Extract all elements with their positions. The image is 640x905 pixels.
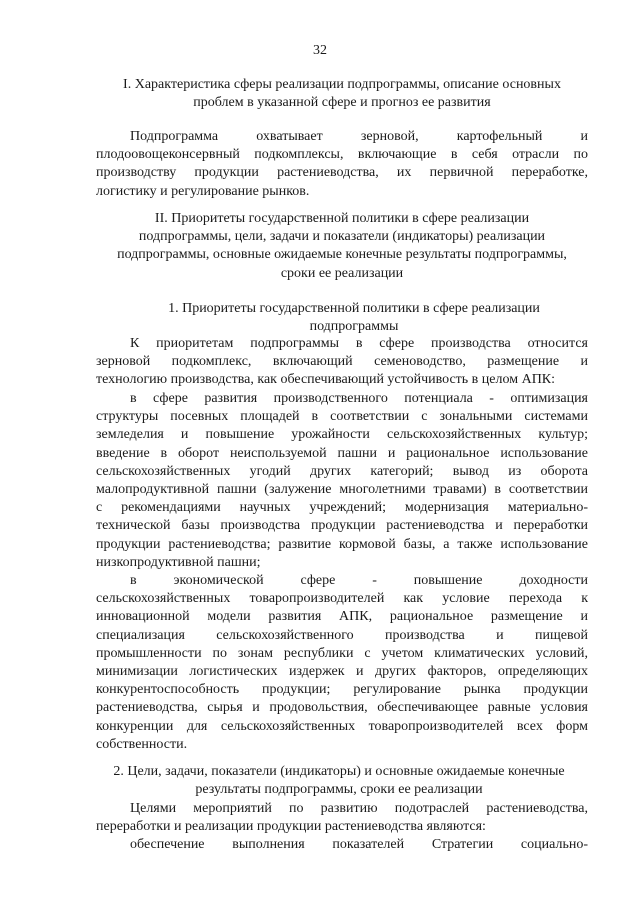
heading-line: подпрограммы xyxy=(309,319,399,335)
text-line: структуры посевных площадей в соответствии с зональными системами xyxy=(96,409,588,425)
heading-line: 2. Цели, задачи, показатели (индикаторы) и основные ожидаемые конечные xyxy=(113,764,565,779)
section2-heading xyxy=(96,210,588,283)
text-line: сельскохозяйственных товаропроизводителей как условие перехода к xyxy=(96,591,588,607)
text-line: с рекомендациями научных учреждений; модернизация материально- xyxy=(96,500,588,516)
text-line: промышленности по зонам республики с учетом климатических условий, xyxy=(96,645,588,661)
text-line: растениеводства, сырья и продовольствия, обеспечивающее равные условия xyxy=(96,700,588,716)
text-line: переработки и реализации продукции растениеводства являются: xyxy=(96,819,486,835)
text-line: технологию производства, как обеспечивающий устойчивость в целом АПК: xyxy=(96,372,556,388)
text-line: продукции растениеводства; развитие кормовой базы, а также использование xyxy=(96,536,588,552)
text-line: К приоритетам подпрограммы в сфере производства относится xyxy=(130,336,588,351)
text-line: собственности. xyxy=(96,736,188,752)
subsection1-heading xyxy=(120,300,588,336)
text-line: конкуренции для сельскохозяйственных товаропроизводителей всех форм xyxy=(96,718,588,734)
text-line: обеспечение выполнения показателей Стратегии социально- xyxy=(130,837,588,853)
text-line: Подпрограмма охватывает зерновой, картофельный и xyxy=(130,129,588,144)
heading-line: подпрограммы, цели, задачи и показатели (индикаторы) реализации xyxy=(138,229,546,245)
heading-line: результаты подпрограммы, сроки ее реализации xyxy=(195,782,483,798)
heading-line: 1. Приоритеты государственной политики в сфере реализации xyxy=(168,301,540,316)
heading-line: подпрограммы, основные ожидаемые конечные результаты подпрограммы, xyxy=(117,247,567,263)
text-line: конкурентоспособность продукции; регулирование рынка продукции xyxy=(96,682,588,698)
page-number: 32 xyxy=(313,43,327,58)
priority-item-production xyxy=(96,390,588,572)
section1-heading xyxy=(96,76,588,112)
subsection2-heading xyxy=(84,763,594,799)
text-line: инновационной модели развития АПК, рациональное размещение и xyxy=(96,609,588,625)
text-line: сельскохозяйственных угодий других категорий; вывод из оборота xyxy=(96,463,588,479)
subsection2-text xyxy=(96,800,588,855)
text-line: логистику и регулирование рынков. xyxy=(96,183,310,199)
heading-line: проблем в указанной сфере и прогноз ее развития xyxy=(193,95,491,111)
text-line: введение в оборот неиспользуемой пашни и рациональное использование xyxy=(96,445,588,461)
text-line: производству продукции растениеводства, их первичной переработке, xyxy=(96,165,588,181)
text-line: Целями мероприятий по развитию подотраслей растениеводства, xyxy=(130,801,588,816)
text-line: земледелия и повышение урожайности сельскохозяйственных культур; xyxy=(96,427,588,443)
subsection1-intro xyxy=(96,335,588,390)
priority-item-economic xyxy=(96,572,588,754)
heading-line: сроки ее реализации xyxy=(280,265,404,281)
heading-line: II. Приоритеты государственной политики в сфере реализации xyxy=(154,211,530,226)
text-line: технической базы производства продукции растениеводства и переработки xyxy=(96,518,588,534)
text-line: плодоовощеконсервный подкомплексы, включающие в себя отрасли по xyxy=(96,147,588,163)
text-line: в экономической сфере - повышение доходности xyxy=(130,573,588,588)
text-line: специализация сельскохозяйственного производства и пищевой xyxy=(96,627,588,643)
text-line: низкопродуктивной пашни; xyxy=(96,554,261,570)
section1-paragraph xyxy=(96,128,588,201)
text-line: малопродуктивной пашни (залужение многолетними травами) в соответствии xyxy=(96,482,588,498)
heading-line: I. Характеристика сферы реализации подпрограммы, описание основных xyxy=(123,77,561,92)
text-line: в сфере развития производственного потенциала - оптимизация xyxy=(130,391,588,406)
text-line: зерновой подкомплекс, включающий семеноводство, размещение и xyxy=(96,354,588,370)
text-line: минимизации логистических издержек и других факторов, определяющих xyxy=(96,664,588,680)
